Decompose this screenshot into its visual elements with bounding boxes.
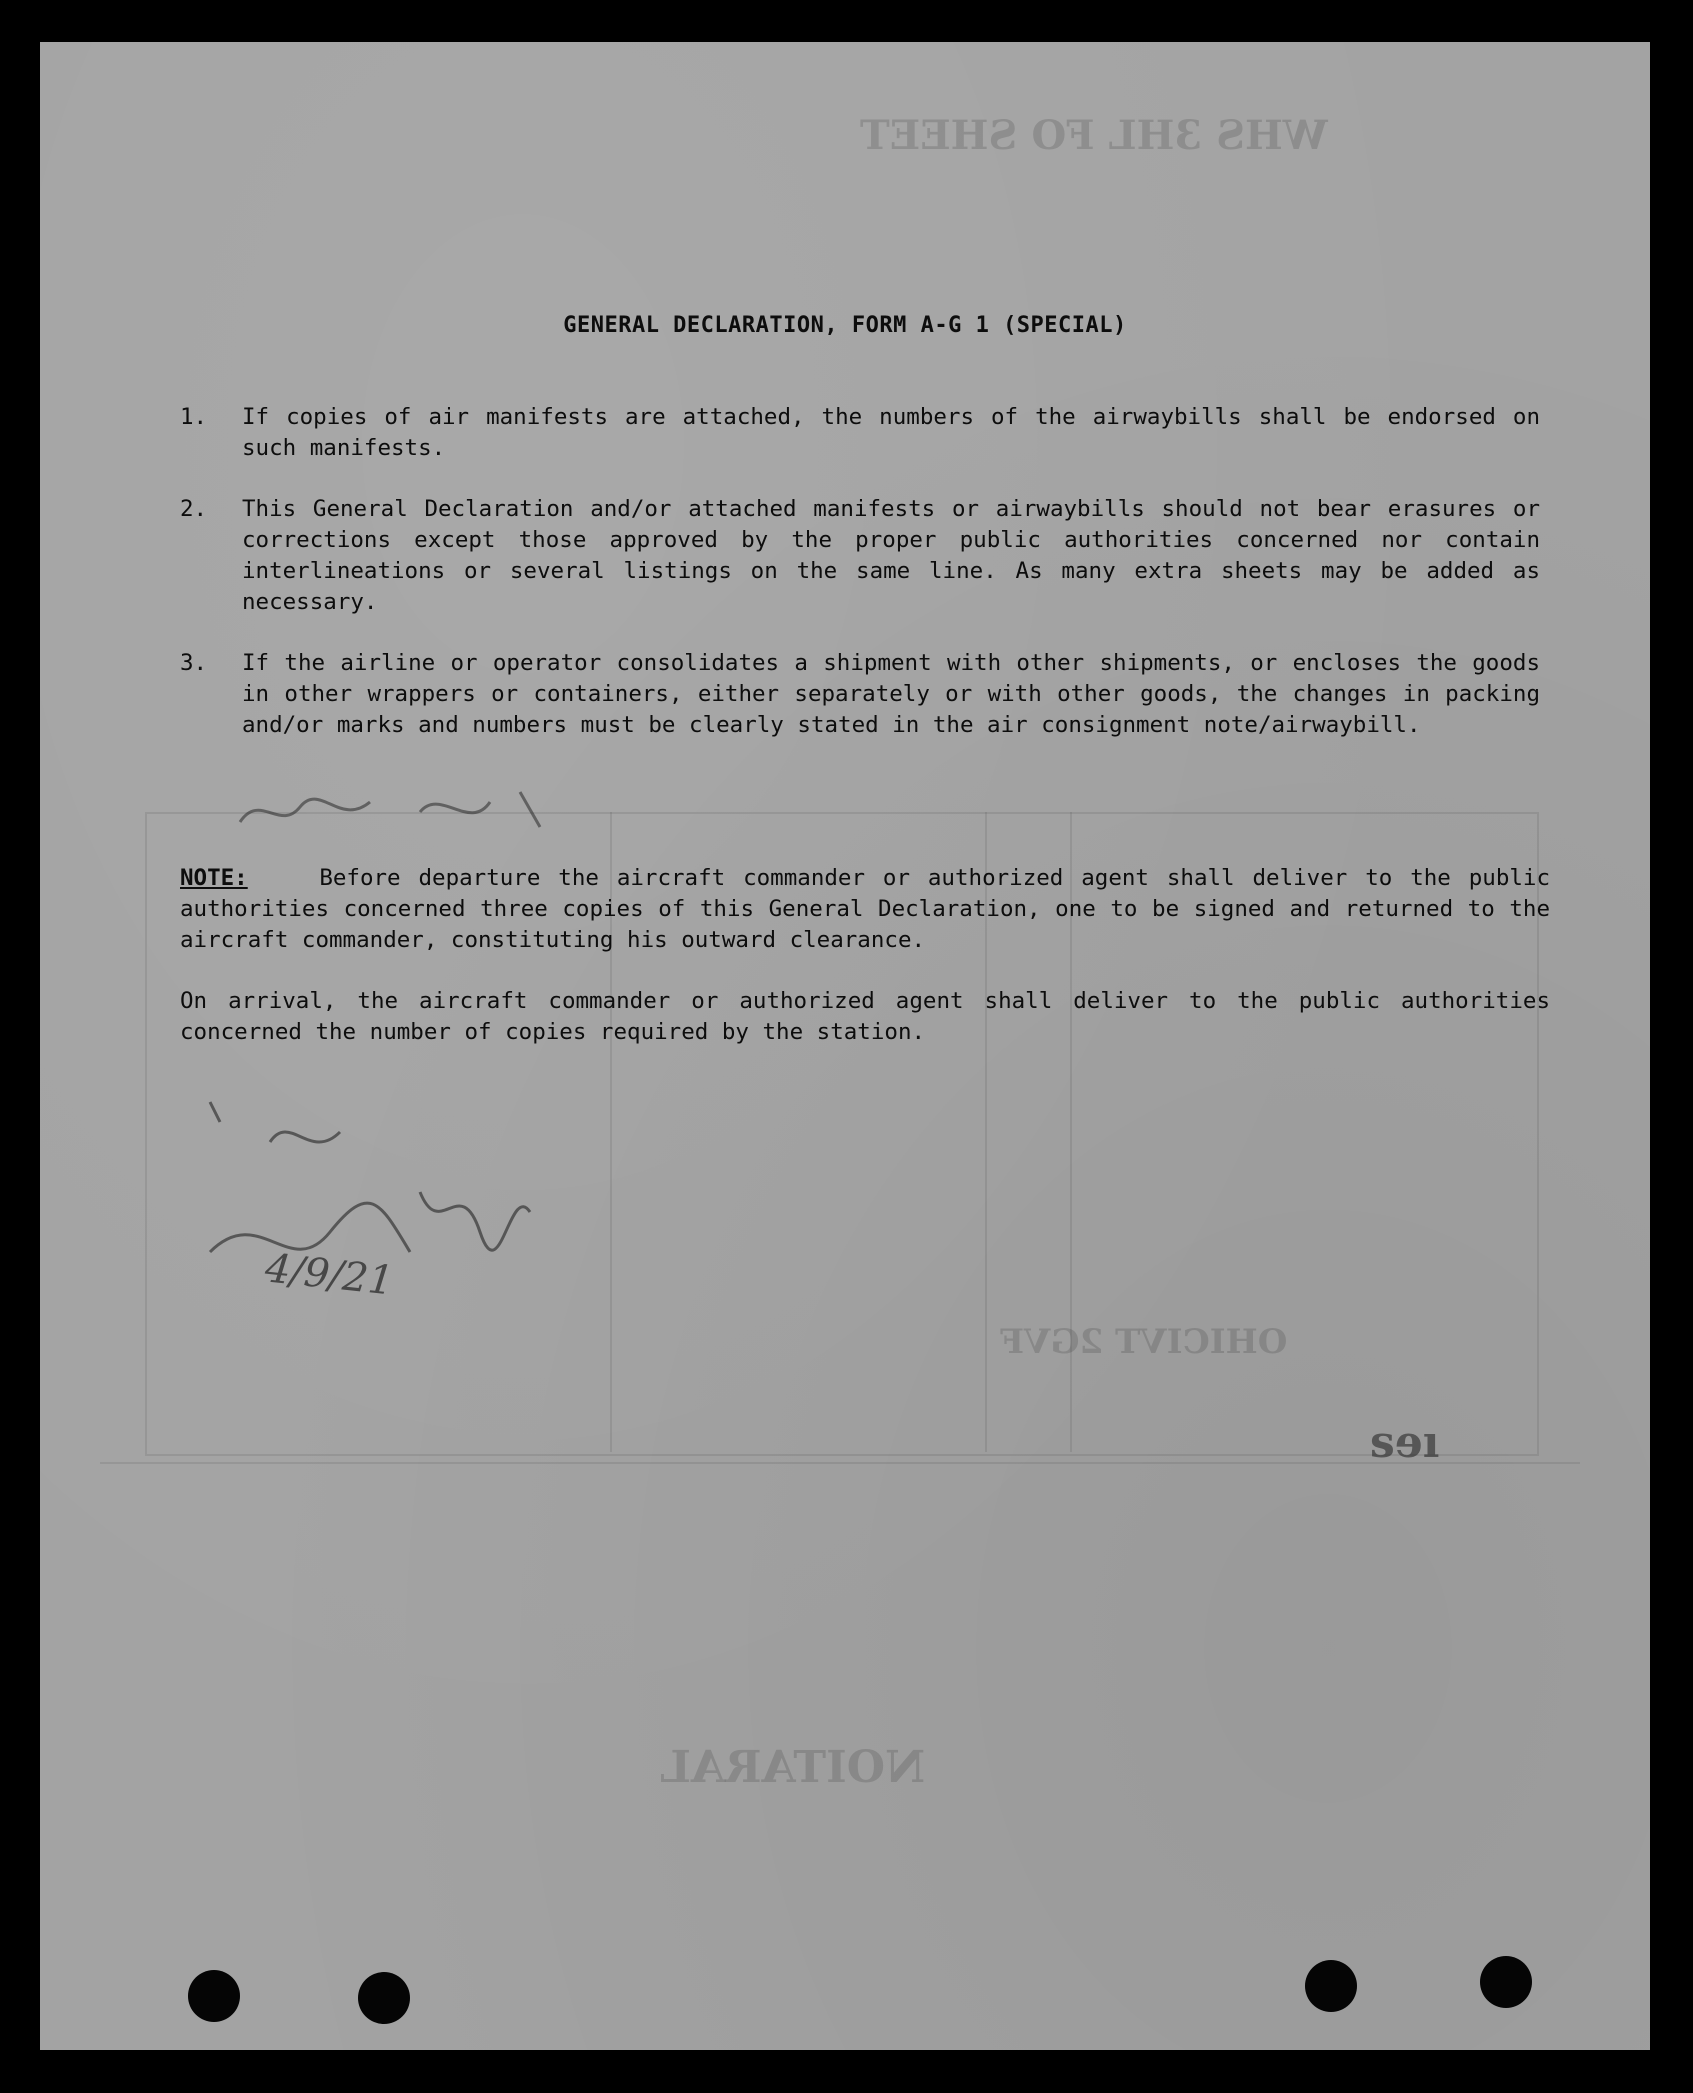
note-label: NOTE: <box>180 865 248 891</box>
form-instructions <box>40 42 1650 2050</box>
item-number: 2. <box>180 496 208 522</box>
item-text: If the airline or operator consolidates a shipment with other shipments, or encloses the goods in other wrappers or containers, either separately or with other goods, the changes in packing and/or marks and numbers must be clearly stated in the air consignment note/airwaybill. <box>242 650 1540 738</box>
punch-hole <box>1305 1960 1357 2012</box>
instruction-item-3 <box>180 648 1540 741</box>
bleed-text: OHICIVT 2GVF <box>1000 1322 1288 1362</box>
item-text: This General Declaration and/or attached manifests or airwaybills should not bear erasures or corrections except those approved by the proper public authorities concerned nor contain interlineations or several listings on the same line. As many extra sheets may be added as necessary. <box>242 496 1540 615</box>
item-number: 1. <box>180 404 208 430</box>
punch-hole <box>1480 1956 1532 2008</box>
signature <box>180 1082 660 1382</box>
bleed-heading: WHS 3HL FO SHEET <box>860 112 1328 159</box>
punch-hole <box>358 1972 410 2024</box>
handwritten-date: 4/9/21 <box>262 1245 396 1305</box>
punch-hole <box>188 1970 240 2022</box>
instruction-item-1 <box>180 402 1540 464</box>
page-title: GENERAL DECLARATION, FORM A-G 1 (SPECIAL) <box>563 313 1127 338</box>
instruction-item-2 <box>180 494 1540 618</box>
note-text: Before departure the aircraft commander or authorized agent shall deliver to the public authorities concerned three copies of this General Declaration, one to be signed and returned to the aircraft commander, constituting his outward clearance. <box>180 865 1550 953</box>
document-page <box>40 42 1650 2050</box>
page-reference: sɘı <box>1370 1417 1440 1468</box>
arrival-paragraph: On arrival, the aircraft commander or authorized agent shall deliver to the public authorities concerned the number of copies required by the station. <box>180 988 1550 1045</box>
item-text: If copies of air manifests are attached, the numbers of the airwaybills shall be endorsed on such manifests. <box>242 404 1540 461</box>
handwritten-scribble <box>220 772 640 852</box>
item-number: 3. <box>180 650 208 676</box>
bleed-text: NOITARAL <box>660 1742 926 1793</box>
